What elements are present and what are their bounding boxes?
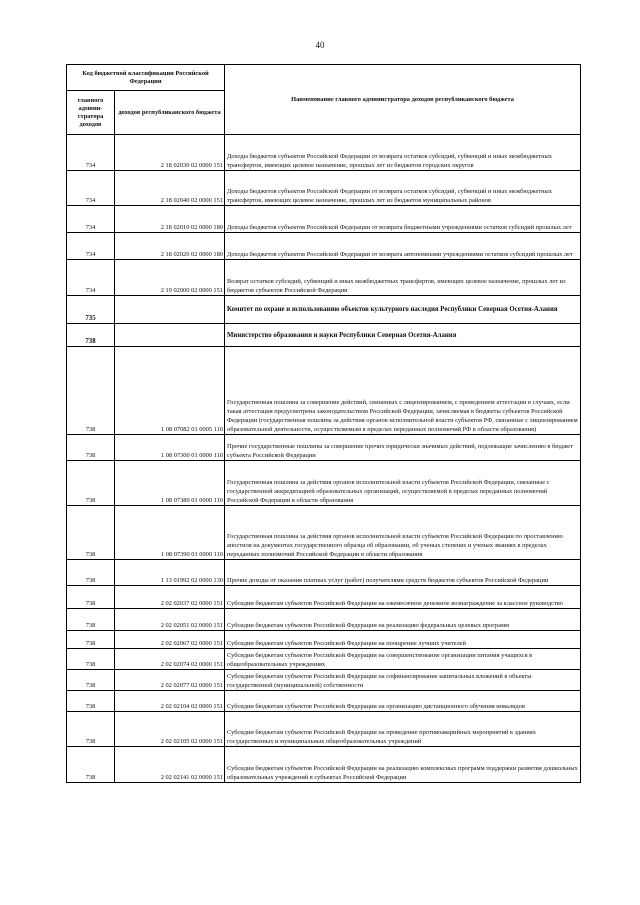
revenue-code-cell: 2 02 02141 02 0000 151 <box>115 747 225 783</box>
admin-code-cell: 734 <box>67 171 115 206</box>
header-administrator-name: Наименование главного администратора доходов республиканского бюджета <box>225 65 581 135</box>
revenue-name-cell: Комитет по охране и использованию объектов культурного наследия Республики Северная Осетия-Алания <box>225 296 581 324</box>
table-row <box>67 586 581 609</box>
admin-code-cell: 734 <box>67 135 115 171</box>
table-row <box>67 233 581 260</box>
table-row <box>67 560 581 586</box>
revenue-code-cell <box>115 324 225 347</box>
header-revenue-code: доходов республиканского бюджета <box>115 91 225 135</box>
admin-code-cell: 738 <box>67 560 115 586</box>
revenue-code-cell: 1 08 07380 01 0000 110 <box>115 461 225 506</box>
revenue-code-cell: 1 13 01992 02 0000 130 <box>115 560 225 586</box>
revenue-name-cell: Государственная пошлина за совершение действий, связанных с лицензированием, с проведением аттестации в случаях, если такая аттестация предусмотрена законодательством Российской Федерации, зачисляемая в бюджеты субъектов Российской Федерации (государственная пошлина за действия органов исполнительной власти субъектов РФ, связанные с лицензированием образовательной деятельности, осуществляемым в пределах переданных полномочий РФ в области образования) <box>225 347 581 435</box>
revenue-name-cell: Субсидии бюджетам субъектов Российской Федерации на ежемесячное денежное вознаграждение за классное руководство <box>225 586 581 609</box>
budget-classification-table <box>66 64 581 783</box>
table-row <box>67 206 581 233</box>
revenue-name-cell: Субсидии бюджетам субъектов Российской Федерации на организацию дистанционного обучения инвалидов <box>225 691 581 712</box>
table-row <box>67 260 581 296</box>
revenue-name-cell: Субсидии бюджетам субъектов Российской Федерации на реализацию федеральных целевых программ <box>225 609 581 631</box>
revenue-code-cell: 1 08 07390 01 0000 110 <box>115 506 225 560</box>
admin-code-cell: 738 <box>67 586 115 609</box>
table-body <box>67 135 581 783</box>
revenue-code-cell: 2 02 02051 02 0000 151 <box>115 609 225 631</box>
revenue-code-cell: 1 08 07300 01 0000 110 <box>115 435 225 461</box>
table-row <box>67 747 581 783</box>
revenue-code-cell: 2 02 02037 02 0000 151 <box>115 586 225 609</box>
table-row <box>67 506 581 560</box>
table-row <box>67 347 581 435</box>
section-row <box>67 324 581 347</box>
revenue-code-cell: 2 02 02105 02 0000 151 <box>115 712 225 747</box>
table-row <box>67 670 581 691</box>
revenue-code-cell <box>115 296 225 324</box>
revenue-name-cell: Прочие доходы от оказания платных услуг (работ) получателями средств бюджетов субъектов Российской Федерации <box>225 560 581 586</box>
revenue-name-cell: Доходы бюджетов субъектов Российской Федерации от возврата автономными учреждениями остатков субсидий прошлых лет <box>225 233 581 260</box>
revenue-code-cell: 2 19 02000 02 0000 151 <box>115 260 225 296</box>
table-row <box>67 135 581 171</box>
admin-code-cell: 738 <box>67 609 115 631</box>
revenue-name-cell: Министерство образования и науки Республики Северная Осетия-Алания <box>225 324 581 347</box>
admin-code-cell: 734 <box>67 260 115 296</box>
admin-code-cell: 734 <box>67 233 115 260</box>
admin-code-cell: 738 <box>67 461 115 506</box>
admin-code-cell: 738 <box>67 435 115 461</box>
admin-code-cell: 738 <box>67 712 115 747</box>
revenue-name-cell: Субсидии бюджетам субъектов Российской Федерации на реализацию комплексных программ поддержки развития дошкольных образовательных учреждений в субъектах Российской Федерации <box>225 747 581 783</box>
section-row <box>67 296 581 324</box>
table-row <box>67 712 581 747</box>
revenue-code-cell: 2 02 02077 02 0000 151 <box>115 670 225 691</box>
revenue-name-cell: Субсидии бюджетам субъектов Российской Федерации на совершенствование организации питания учащихся в общеобразовательных учреждениях <box>225 649 581 670</box>
header-classification-code: Код бюджетной классификации Российской Федерации <box>67 65 225 91</box>
revenue-name-cell: Возврат остатков субсидий, субвенций и иных межбюджетных трансфертов, имеющих целевое назначение, прошлых лет из бюджетов субъектов Российской Федерации <box>225 260 581 296</box>
revenue-name-cell: Субсидии бюджетам субъектов Российской Федерации на софинансирование капитальных вложений в объекты государственной (муниципальной) собственности <box>225 670 581 691</box>
admin-code-cell: 735 <box>67 296 115 324</box>
revenue-code-cell: 2 18 02040 02 0000 151 <box>115 171 225 206</box>
admin-code-cell: 738 <box>67 347 115 435</box>
table-row <box>67 631 581 649</box>
revenue-name-cell: Субсидии бюджетам субъектов Российской Федерации на поощрение лучших учителей <box>225 631 581 649</box>
revenue-code-cell: 2 02 02104 02 0000 151 <box>115 691 225 712</box>
revenue-name-cell: Государственная пошлина за действия органов исполнительной власти субъектов Российской Федерации по проставлению апостиля на документах государственного образца об образовании, об ученых степенях и ученых званиях в пределах переданных полномочий Российской Федерации в области образования <box>225 506 581 560</box>
table-row <box>67 691 581 712</box>
table-row <box>67 649 581 670</box>
admin-code-cell: 738 <box>67 691 115 712</box>
revenue-code-cell: 2 02 02074 02 0000 151 <box>115 649 225 670</box>
revenue-name-cell: Доходы бюджетов субъектов Российской Федерации от возврата бюджетными учреждениями остатков субсидий прошлых лет <box>225 206 581 233</box>
revenue-code-cell: 2 18 02030 02 0000 151 <box>115 135 225 171</box>
page-number: 40 <box>315 40 325 50</box>
revenue-name-cell: Прочие государственные пошлины за совершение прочих юридически значимых действий, подлежащие зачислению в бюджет субъекта Российской Федерации <box>225 435 581 461</box>
table-row <box>67 609 581 631</box>
revenue-name-cell: Субсидии бюджетам субъектов Российской Федерации на проведение противоаварийных мероприятий в зданиях государственных и муниципальных общеобразовательных учреждений <box>225 712 581 747</box>
revenue-code-cell: 2 18 02020 02 0000 180 <box>115 233 225 260</box>
table-row <box>67 461 581 506</box>
table-row <box>67 171 581 206</box>
admin-code-cell: 738 <box>67 631 115 649</box>
revenue-name-cell: Государственная пошлина за действия органов исполнительной власти субъектов Российской Федерации, связанные с государственной аккредитацией образовательных организаций, осуществляемой в пределах переданных полномочий Российской Федерации в области образования <box>225 461 581 506</box>
revenue-code-cell: 2 02 02067 02 0000 151 <box>115 631 225 649</box>
revenue-name-cell: Доходы бюджетов субъектов Российской Федерации от возврата остатков субсидий, субвенций и иных межбюджетных трансфертов, имеющих целевое назначение, прошлых лет из бюджетов городских округов <box>225 135 581 171</box>
admin-code-cell: 738 <box>67 747 115 783</box>
admin-code-cell: 738 <box>67 649 115 670</box>
header-admin-code: главного админи-стратора доходов <box>67 91 115 135</box>
admin-code-cell: 734 <box>67 206 115 233</box>
revenue-name-cell: Доходы бюджетов субъектов Российской Федерации от возврата остатков субсидий, субвенций и иных межбюджетных трансфертов, имеющих целевое назначение, прошлых лет из бюджетов муниципальных районов <box>225 171 581 206</box>
revenue-code-cell: 1 08 07082 01 0005 110 <box>115 347 225 435</box>
admin-code-cell: 738 <box>67 506 115 560</box>
admin-code-cell: 738 <box>67 324 115 347</box>
revenue-code-cell: 2 18 02010 02 0000 180 <box>115 206 225 233</box>
table-row <box>67 435 581 461</box>
admin-code-cell: 738 <box>67 670 115 691</box>
